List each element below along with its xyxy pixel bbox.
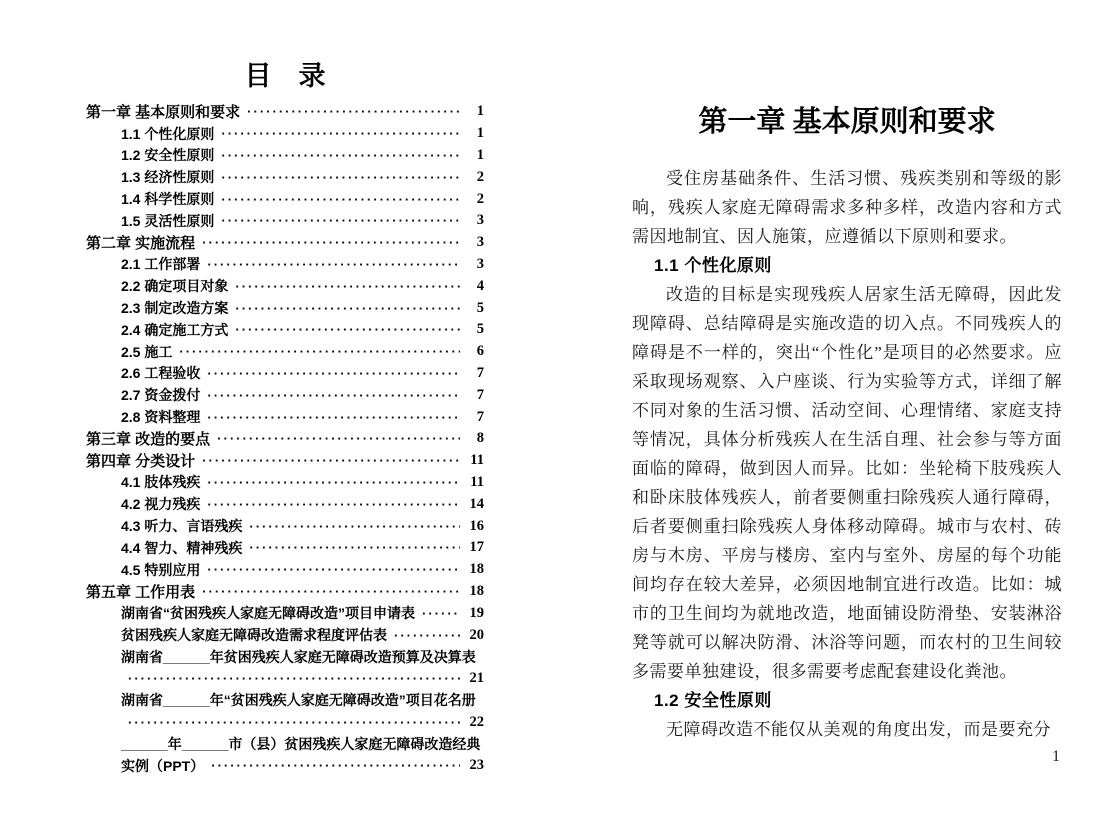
section-heading: 1.1 个性化原则	[654, 256, 772, 275]
toc-entry-page: 5	[476, 299, 484, 316]
toc-entry-label: 2.2 确定项目对象	[121, 278, 229, 295]
toc-entry-page: 22	[469, 713, 484, 730]
toc-entry-page: 11	[470, 452, 484, 469]
toc-entry-page: 23	[469, 757, 484, 774]
toc-entry-page: 18	[469, 561, 484, 578]
toc-entry	[86, 711, 484, 733]
toc-entry	[86, 624, 484, 646]
toc-entry-label: 第五章 工作用表	[86, 583, 196, 601]
toc-entry	[86, 450, 484, 472]
toc-dot-leader	[249, 540, 460, 555]
toc-entry-label: 4.2 视力残疾	[121, 496, 201, 513]
toc-entry-label: 第二章 实施流程	[86, 235, 196, 253]
toc-entry	[86, 602, 484, 624]
toc-dot-leader	[221, 192, 460, 207]
toc-page	[86, 60, 484, 777]
toc-entry	[86, 101, 484, 123]
content-page	[632, 104, 1062, 765]
toc-entry-label: 贫困残疾人家庭无障碍改造需求程度评估表	[121, 627, 387, 644]
toc-dot-leader	[221, 213, 460, 228]
toc-entry-page: 3	[476, 234, 484, 251]
toc-dot-leader	[235, 279, 460, 294]
toc-dot-leader	[128, 671, 460, 686]
toc-entry-label: 湖南省“贫困残疾人家庭无障碍改造”项目申请表	[121, 605, 415, 622]
toc-entry	[86, 428, 484, 450]
toc-entry-page: 17	[469, 539, 484, 556]
toc-entry-label: 1.2 安全性原则	[121, 147, 215, 164]
toc-entry	[86, 188, 484, 210]
toc-entry-page: 1	[476, 103, 484, 120]
toc-entry-page: 1	[476, 146, 484, 163]
toc-entry	[86, 166, 484, 188]
toc-dot-leader	[207, 497, 460, 512]
toc-entry-label: 2.4 确定施工方式	[121, 321, 229, 338]
toc-entry	[86, 341, 484, 363]
chapter-title: 第一章 基本原则和要求	[698, 106, 996, 138]
toc-entry-page: 16	[469, 517, 484, 534]
toc-dot-leader	[211, 758, 460, 773]
toc-entry-label: 1.1 个性化原则	[121, 125, 215, 142]
toc-entry-page: 20	[469, 626, 484, 643]
toc-entry-label: 第一章 基本原则和要求	[86, 104, 241, 122]
toc-entry	[86, 319, 484, 341]
toc-entry	[86, 123, 484, 145]
toc-entry	[86, 254, 484, 276]
toc-entry-page: 2	[476, 168, 484, 185]
toc-dot-leader	[207, 475, 460, 490]
toc-dot-leader	[235, 301, 460, 316]
content-blocks	[632, 164, 1062, 744]
toc-entry-label: 2.1 工作部署	[121, 256, 201, 273]
toc-dot-leader	[221, 148, 460, 163]
toc-entry	[86, 646, 484, 668]
toc-title: 目 录	[244, 61, 326, 91]
toc-entry	[86, 690, 484, 712]
toc-entry	[86, 581, 484, 603]
toc-entry-page: 21	[469, 670, 484, 687]
toc-entry-label: 湖南省______年贫困残疾人家庭无障碍改造预算及决算表	[121, 648, 476, 665]
toc-dot-leader	[207, 410, 460, 425]
toc-entry-page: 2	[476, 190, 484, 207]
toc-entry-label: 第三章 改造的要点	[86, 431, 211, 449]
toc-entry	[86, 297, 484, 319]
toc-entry-page: 7	[476, 386, 484, 403]
toc-entry	[86, 559, 484, 581]
toc-dot-leader	[202, 584, 460, 599]
toc-entry-page: 11	[470, 473, 484, 490]
toc-entry	[86, 755, 484, 777]
toc-entry-label: 4.5 特别应用	[121, 561, 201, 578]
toc-entry	[86, 406, 484, 428]
toc-dot-leader	[221, 126, 460, 141]
toc-entry-page: 8	[476, 430, 484, 447]
body-paragraph: 改造的目标是实现残疾人居家生活无障碍，因此发现障碍、总结障碍是实施改造的切入点。不同残疾人的障碍是不一样的，突出“个性化”是项目的必然要求。应采取现场观察、入户座谈、行为实验等方式，详细了解不同对象的生活习惯、活动空间、心理情绪、家庭支持等情况，具体分析残疾人在生活自理、社会参与等方面面临的障碍，做到因人而异。比如：坐轮椅下肢残疾人和卧床肢体残疾人，前者要侧重扫除残疾人通行障碍，后者要侧重扫除残疾人身体移动障碍。城市与农村、砖房与木房、平房与楼房、室内与室外、房屋的每个功能间均存在较大差异，必须因地制宜进行改造。比如：城市的卫生间均为就地改造，地面铺设防滑垫、安装淋浴凳等就可以解决防滑、沐浴等问题，而农村的卫生间较多需要单独建设，很多需要考虑配套建设化粪池。	[632, 285, 1062, 681]
toc-entries	[86, 101, 484, 777]
toc-dot-leader	[394, 628, 460, 643]
toc-entry	[86, 668, 484, 690]
toc-entry-label: ______年______市（县）贫困残疾人家庭无障碍改造经典	[121, 736, 481, 752]
toc-dot-leader	[179, 344, 460, 359]
toc-dot-leader	[202, 453, 460, 468]
toc-entry-label: 2.6 工程验收	[121, 365, 201, 382]
toc-entry-page: 4	[476, 277, 484, 294]
toc-entry-label: 4.3 听力、言语残疾	[121, 518, 243, 535]
toc-dot-leader	[221, 170, 460, 185]
toc-entry	[86, 537, 484, 559]
toc-entry-label: 1.4 科学性原则	[121, 191, 215, 208]
toc-entry-label: 4.4 智力、精神残疾	[121, 539, 243, 556]
toc-entry-page: 6	[476, 343, 484, 360]
toc-entry-label: 第四章 分类设计	[86, 453, 196, 471]
toc-entry-label: 4.1 肢体残疾	[121, 474, 201, 491]
section-heading: 1.2 安全性原则	[654, 691, 772, 710]
toc-entry-page: 18	[469, 582, 484, 599]
toc-dot-leader	[422, 606, 460, 621]
page-number: 1	[1052, 748, 1060, 765]
toc-entry-page: 1	[476, 125, 484, 142]
toc-entry-label: 湖南省______年“贫困残疾人家庭无障碍改造”项目花名册	[121, 692, 476, 709]
body-paragraph: 无障碍改造不能仅从美观的角度出发，而是要充分	[666, 720, 1051, 739]
toc-dot-leader	[207, 562, 460, 577]
toc-dot-leader	[202, 235, 460, 250]
toc-dot-leader	[217, 431, 460, 446]
toc-entry	[86, 232, 484, 254]
toc-entry-label: 1.5 灵活性原则	[121, 212, 215, 229]
toc-entry-page: 7	[476, 408, 484, 425]
toc-entry	[86, 493, 484, 515]
toc-dot-leader	[249, 519, 460, 534]
toc-entry	[86, 275, 484, 297]
toc-dot-leader	[207, 257, 460, 272]
toc-dot-leader	[235, 322, 460, 337]
toc-entry	[86, 472, 484, 494]
toc-entry	[86, 363, 484, 385]
toc-dot-leader	[207, 388, 460, 403]
toc-entry-page: 5	[476, 321, 484, 338]
toc-entry-label: 2.5 施工	[121, 343, 173, 360]
toc-entry	[86, 384, 484, 406]
toc-entry	[86, 210, 484, 232]
toc-entry-label: 2.3 制定改造方案	[121, 300, 229, 317]
toc-entry	[86, 145, 484, 167]
toc-entry-label: 2.8 资料整理	[121, 409, 201, 426]
toc-entry	[86, 515, 484, 537]
body-paragraph: 受住房基础条件、生活习惯、残疾类别和等级的影响，残疾人家庭无障碍需求多种多样，改造内容和方式需因地制宜、因人施策，应遵循以下原则和要求。	[632, 169, 1062, 246]
toc-entry-page: 3	[476, 255, 484, 272]
toc-entry-page: 19	[469, 604, 484, 621]
toc-dot-leader	[128, 715, 460, 730]
toc-entry	[86, 733, 484, 755]
toc-entry-label: 1.3 经济性原则	[121, 169, 215, 186]
toc-entry-page: 3	[476, 212, 484, 229]
toc-entry-page: 14	[469, 495, 484, 512]
toc-entry-label: 2.7 资金拨付	[121, 387, 201, 404]
toc-dot-leader	[207, 366, 460, 381]
toc-entry-page: 7	[476, 364, 484, 381]
toc-dot-leader	[247, 104, 460, 119]
toc-entry-label: 实例（PPT）	[121, 757, 205, 774]
